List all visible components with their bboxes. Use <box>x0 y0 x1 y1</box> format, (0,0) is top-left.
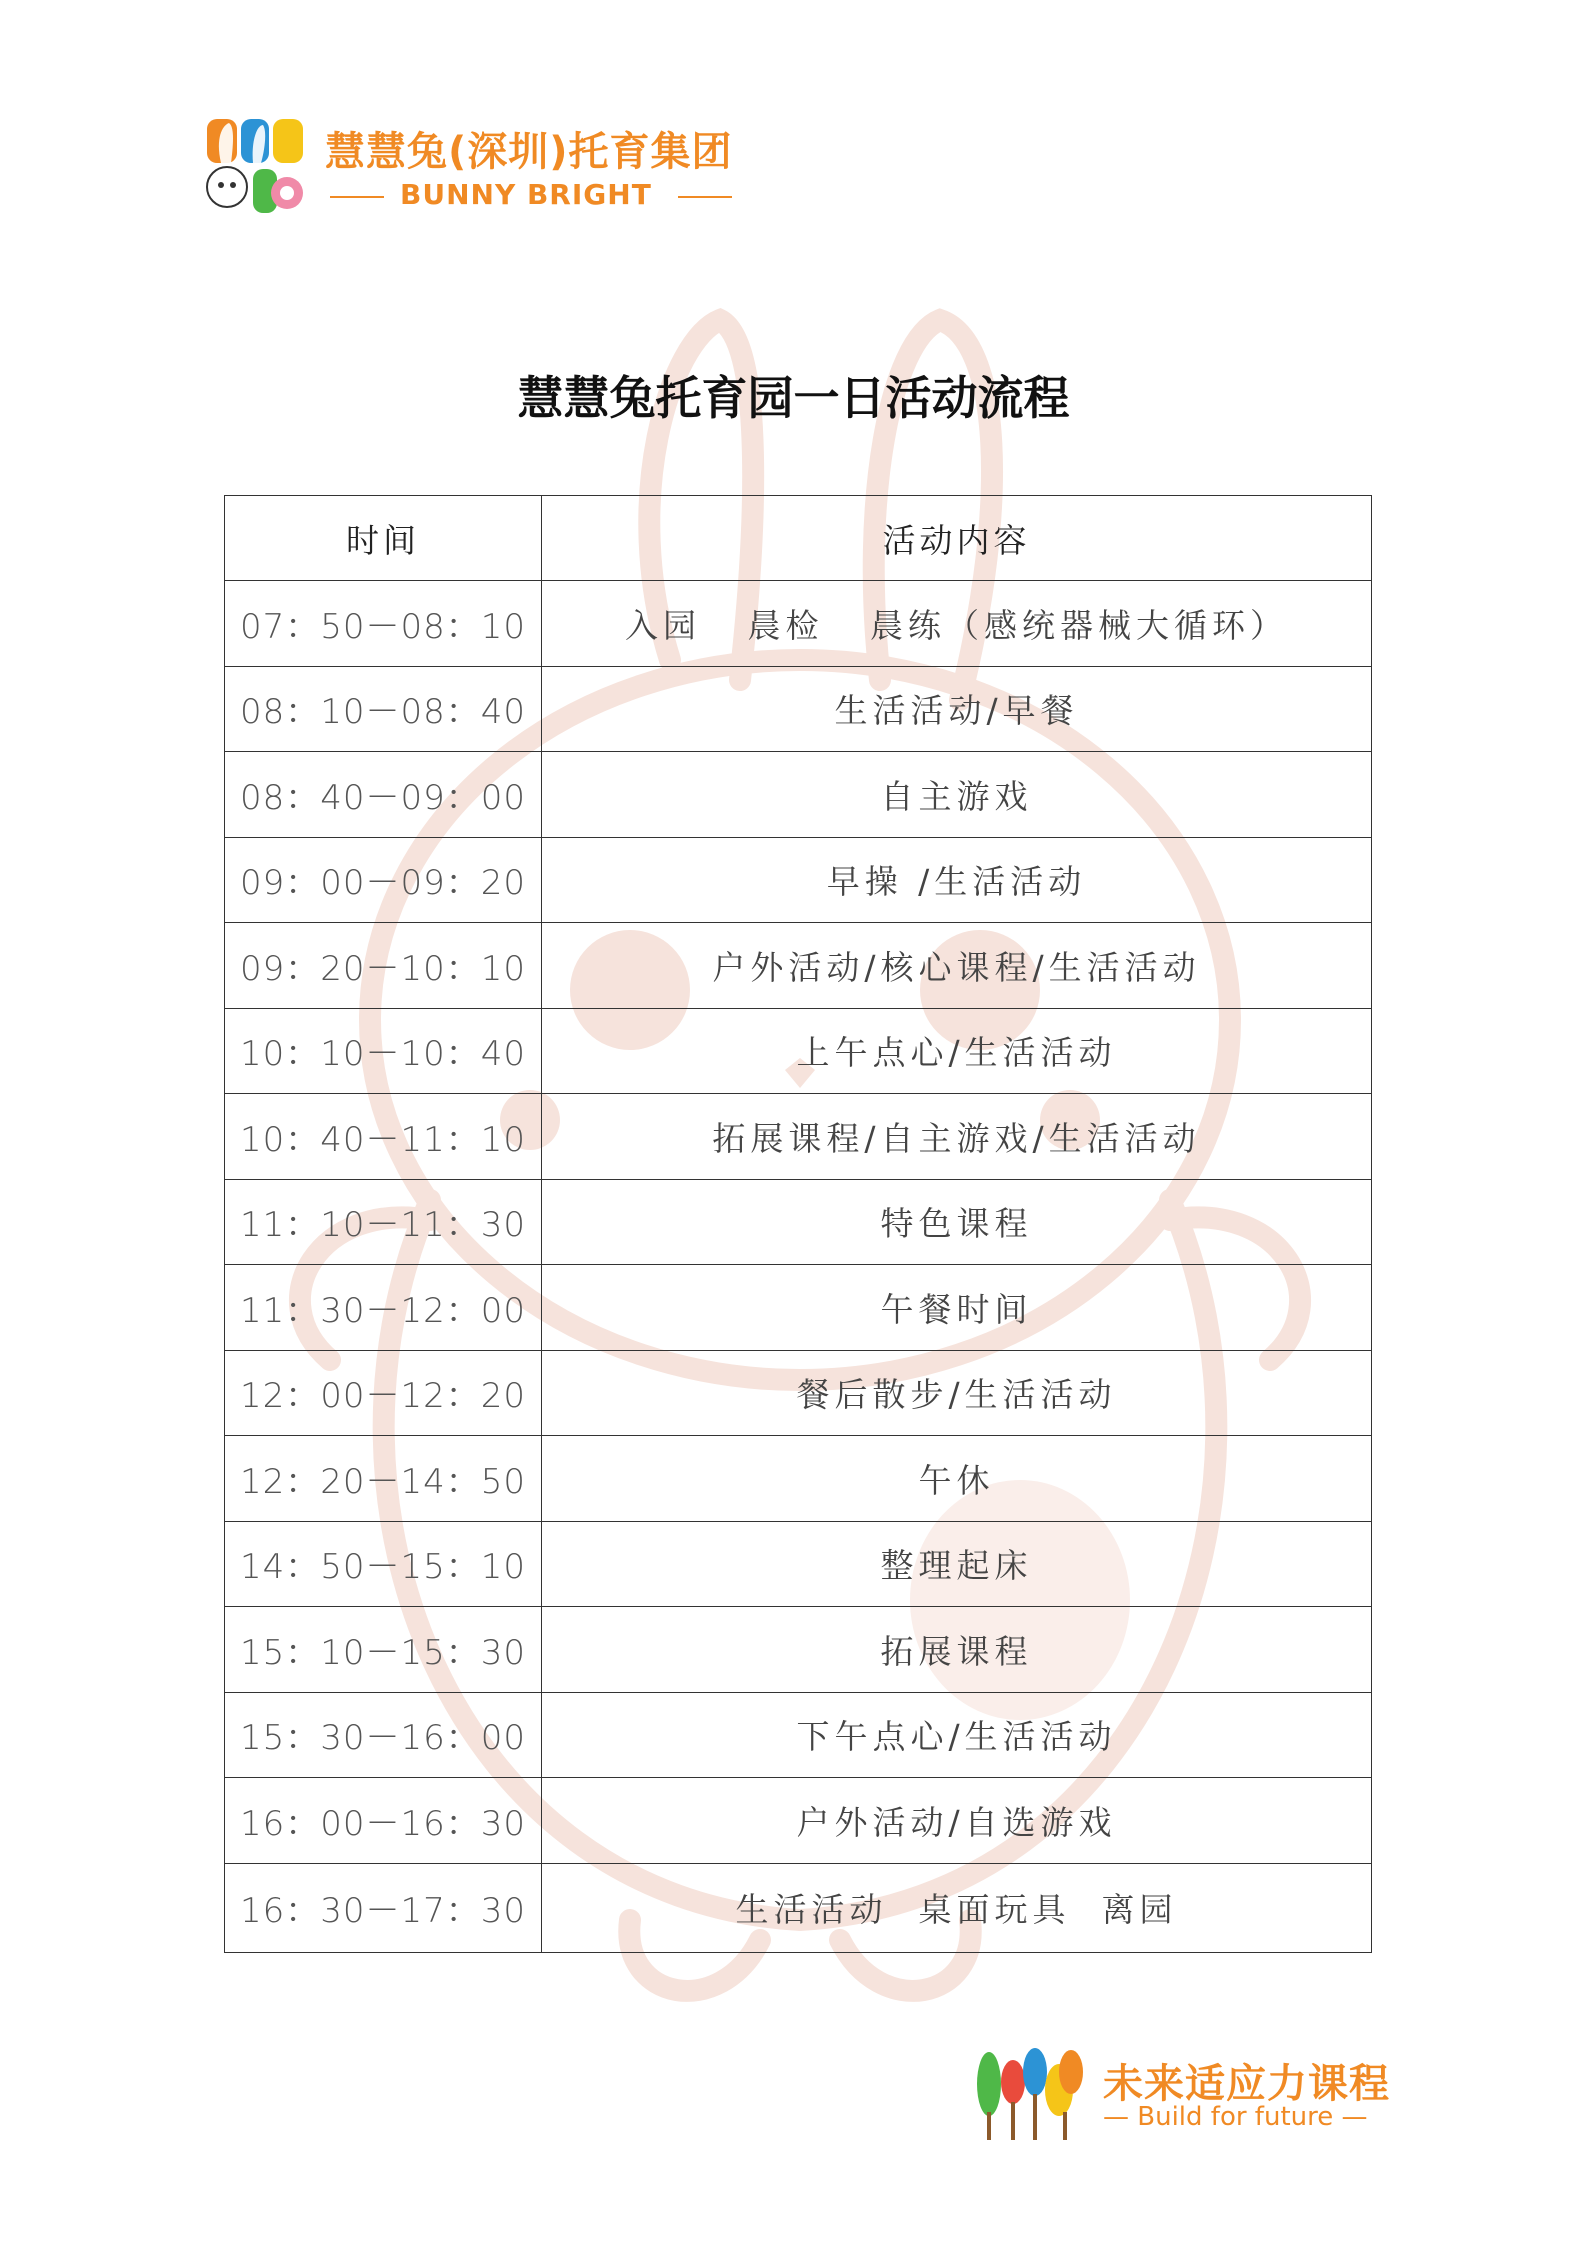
time-cell: 08：40－09：00 <box>225 752 542 838</box>
time-cell: 08：10－08：40 <box>225 666 542 752</box>
activity-cell: 生活活动 桌面玩具 离园 <box>542 1863 1372 1952</box>
activity-cell: 拓展课程 <box>542 1607 1372 1693</box>
activity-cell: 入园 晨检 晨练（感统器械大循环） <box>542 581 1372 667</box>
divider <box>678 196 732 198</box>
activity-cell: 户外活动/自选游戏 <box>542 1778 1372 1864</box>
table-row <box>225 837 1372 923</box>
activity-cell: 拓展课程/自主游戏/生活活动 <box>542 1094 1372 1180</box>
schedule-table <box>224 495 1372 1953</box>
activity-cell: 户外活动/核心课程/生活活动 <box>542 923 1372 1009</box>
table-row <box>225 1863 1372 1952</box>
activity-cell: 餐后散步/生活活动 <box>542 1350 1372 1436</box>
footer-logo <box>975 2042 1405 2142</box>
activity-cell: 午休 <box>542 1436 1372 1522</box>
footer-tagline: — Build for future — <box>1103 2102 1368 2132</box>
activity-cell: 早操 /生活活动 <box>542 837 1372 923</box>
table-header-row <box>225 496 1372 581</box>
activity-cell: 午餐时间 <box>542 1265 1372 1351</box>
time-cell: 09：20－10：10 <box>225 923 542 1009</box>
time-cell: 16：30－17：30 <box>225 1863 542 1952</box>
column-header-activity: 活动内容 <box>542 496 1372 581</box>
brand-name-en: BUNNY BRIGHT <box>400 178 652 211</box>
time-cell: 14：50－15：10 <box>225 1521 542 1607</box>
footer-brand-cn: 未来适应力课程 <box>1103 2061 1390 2107</box>
header-logo <box>205 112 765 222</box>
table-row <box>225 1607 1372 1693</box>
activity-cell: 特色课程 <box>542 1179 1372 1265</box>
time-cell: 15：10－15：30 <box>225 1607 542 1693</box>
table-row <box>225 1350 1372 1436</box>
brand-name-cn: 慧慧兔(深圳)托育集团 <box>325 129 733 175</box>
time-cell: 15：30－16：00 <box>225 1692 542 1778</box>
activity-cell: 上午点心/生活活动 <box>542 1008 1372 1094</box>
activity-cell: 生活活动/早餐 <box>542 666 1372 752</box>
page-title: 慧慧兔托育园一日活动流程 <box>517 371 1070 425</box>
time-cell: 12：20－14：50 <box>225 1436 542 1522</box>
time-cell: 12：00－12：20 <box>225 1350 542 1436</box>
bunny-logo-icon <box>205 117 305 217</box>
table-row <box>225 581 1372 667</box>
time-cell: 16：00－16：30 <box>225 1778 542 1864</box>
table-row <box>225 1179 1372 1265</box>
time-cell: 10：40－11：10 <box>225 1094 542 1180</box>
time-cell: 07：50－08：10 <box>225 581 542 667</box>
table-row <box>225 1094 1372 1180</box>
time-cell: 09：00－09：20 <box>225 837 542 923</box>
time-cell: 11：10－11：30 <box>225 1179 542 1265</box>
activity-cell: 自主游戏 <box>542 752 1372 838</box>
time-cell: 10：10－10：40 <box>225 1008 542 1094</box>
table-row <box>225 1778 1372 1864</box>
table-row <box>225 1692 1372 1778</box>
table-row <box>225 666 1372 752</box>
table-row <box>225 752 1372 838</box>
table-row <box>225 1008 1372 1094</box>
brand-name-en-row <box>330 176 730 216</box>
table-row <box>225 923 1372 1009</box>
activity-cell: 整理起床 <box>542 1521 1372 1607</box>
divider <box>330 196 384 198</box>
table-row <box>225 1436 1372 1522</box>
activity-cell: 下午点心/生活活动 <box>542 1692 1372 1778</box>
table-row <box>225 1265 1372 1351</box>
column-header-time: 时间 <box>225 496 542 581</box>
time-cell: 11：30－12：00 <box>225 1265 542 1351</box>
colorful-trees-logo-icon <box>975 2042 1085 2142</box>
table-row <box>225 1521 1372 1607</box>
